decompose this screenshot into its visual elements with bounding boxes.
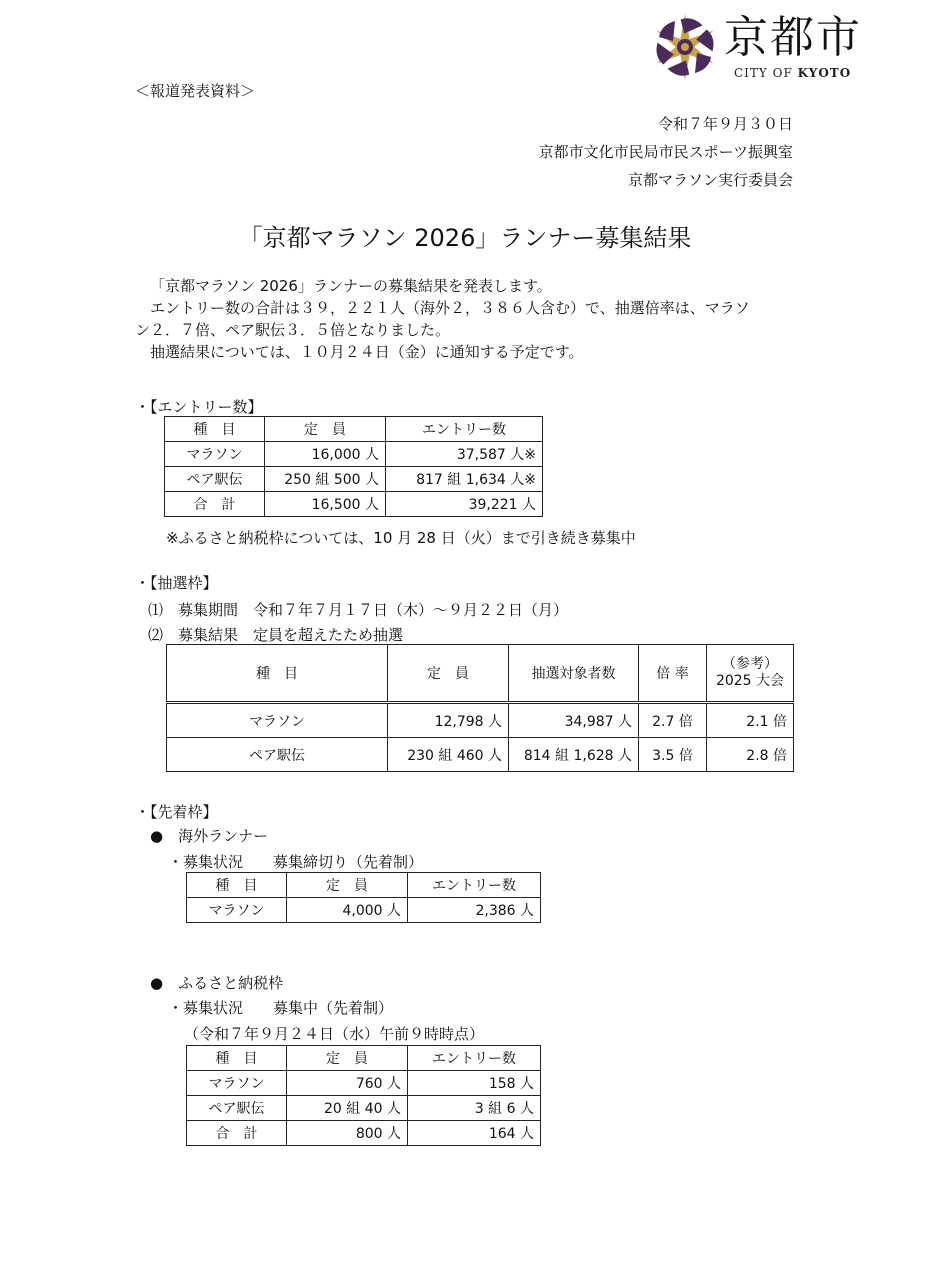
release-date: 令和７年９月３０日 — [657, 115, 793, 133]
table-row — [165, 492, 543, 517]
col-header: エントリー数 — [408, 1046, 541, 1071]
kyoto-emblem-icon — [652, 14, 718, 80]
table-cell: 760 人 — [287, 1071, 408, 1096]
table-cell: 合 計 — [187, 1121, 287, 1146]
col-header: 定 員 — [265, 417, 386, 442]
entry-heading: ・【エントリー数】 — [135, 398, 263, 416]
table-cell: マラソン — [167, 703, 388, 738]
intro-line-3: ン２．７倍、ペア駅伝３．５倍となりました。 — [135, 321, 451, 339]
table-cell: 817 組 1,634 人※ — [386, 467, 543, 492]
furusato-title: ● ふるさと納税枠 — [150, 974, 284, 992]
table-cell: マラソン — [187, 898, 287, 923]
col-header: エントリー数 — [386, 417, 543, 442]
lottery-table — [166, 644, 794, 772]
table-cell: 158 人 — [408, 1071, 541, 1096]
table-row — [187, 898, 541, 923]
table-cell: マラソン — [187, 1071, 287, 1096]
table-cell: 39,221 人 — [386, 492, 543, 517]
table-cell: 合 計 — [165, 492, 265, 517]
col-header: 種 目 — [187, 873, 287, 898]
table-cell: 16,000 人 — [265, 442, 386, 467]
table-row — [167, 703, 794, 738]
table-cell: マラソン — [165, 442, 265, 467]
lottery-result: ⑵ 募集結果 定員を超えたため抽選 — [148, 626, 404, 644]
logo-kanji: 京都市 — [724, 12, 862, 63]
logo-subtitle — [734, 66, 851, 80]
table-cell: 34,987 人 — [509, 703, 639, 738]
logo-sub-bold: KYOTO — [797, 66, 852, 80]
table-cell: ペア駅伝 — [165, 467, 265, 492]
table-cell: 4,000 人 — [287, 898, 408, 923]
entry-table — [164, 416, 543, 517]
ref-header-line-1: （参考） — [722, 656, 778, 672]
lottery-period: ⑴ 募集期間 令和７年７月１７日（木）～９月２２日（月） — [148, 601, 569, 619]
lottery-heading: ・【抽選枠】 — [135, 574, 218, 592]
table-cell: 12,798 人 — [388, 703, 509, 738]
table-cell: 37,587 人※ — [386, 442, 543, 467]
table-cell: 2.7 倍 — [639, 703, 707, 738]
intro-line-4: 抽選結果については、１０月２４日（金）に通知する予定です。 — [150, 343, 584, 361]
table-cell: 250 組 500 人 — [265, 467, 386, 492]
issuer-committee: 京都マラソン実行委員会 — [627, 171, 793, 189]
ref-header-line-2: 2025 大会 — [715, 673, 785, 689]
city-logo — [652, 12, 862, 84]
table-cell: ペア駅伝 — [187, 1096, 287, 1121]
col-header: 定 員 — [287, 1046, 408, 1071]
col-header: 定 員 — [388, 645, 509, 703]
table-row — [165, 442, 543, 467]
issuer-office: 京都市文化市民局市民スポーツ振興室 — [538, 143, 793, 161]
table-row — [187, 1096, 541, 1121]
table-cell: 2.8 倍 — [707, 738, 794, 772]
intro-line-1: 「京都マラソン 2026」ランナーの募集結果を発表します。 — [150, 277, 552, 295]
table-row — [167, 738, 794, 772]
col-header: 倍 率 — [639, 645, 707, 703]
table-row — [187, 1121, 541, 1146]
document-title: 「京都マラソン 2026」ランナー募集結果 — [238, 224, 692, 252]
table-row — [187, 1071, 541, 1096]
table-cell: 814 組 1,628 人 — [509, 738, 639, 772]
table-cell: 3.5 倍 — [639, 738, 707, 772]
col-header: 種 目 — [187, 1046, 287, 1071]
table-header-row — [187, 873, 541, 898]
table-cell: 164 人 — [408, 1121, 541, 1146]
table-header-row — [187, 1046, 541, 1071]
table-cell: 20 組 40 人 — [287, 1096, 408, 1121]
table-cell: 2.1 倍 — [707, 703, 794, 738]
col-header: 種 目 — [167, 645, 388, 703]
table-cell: 16,500 人 — [265, 492, 386, 517]
table-cell: 2,386 人 — [408, 898, 541, 923]
logo-sub-prefix: CITY OF — [734, 66, 798, 80]
col-header: 定 員 — [287, 873, 408, 898]
col-header-reference — [707, 645, 794, 703]
furusato-as-of: （令和７年９月２４日（水）午前９時時点） — [184, 1025, 485, 1043]
intro-line-2: エントリー数の合計は３９，２２１人（海外２，３８６人含む）で、抽選倍率は、マラソ — [150, 299, 750, 317]
overseas-table — [186, 872, 541, 923]
entry-note: ※ふるさと納税枠については、10 月 28 日（火）まで引き続き募集中 — [166, 529, 636, 547]
col-header: エントリー数 — [408, 873, 541, 898]
press-release-label: ＜報道発表資料＞ — [135, 82, 256, 100]
col-header: 抽選対象者数 — [509, 645, 639, 703]
col-header: 種 目 — [165, 417, 265, 442]
overseas-title: ● 海外ランナー — [150, 827, 269, 845]
table-cell: 800 人 — [287, 1121, 408, 1146]
table-header-row — [165, 417, 543, 442]
table-row — [165, 467, 543, 492]
intro-paragraph — [135, 275, 800, 363]
furusato-status: ・募集状況 募集中（先着制） — [168, 999, 394, 1017]
table-cell: 3 組 6 人 — [408, 1096, 541, 1121]
first-come-heading: ・【先着枠】 — [135, 803, 218, 821]
table-cell: ペア駅伝 — [167, 738, 388, 772]
furusato-table — [186, 1045, 541, 1146]
overseas-status: ・募集状況 募集締切り（先着制） — [168, 853, 424, 871]
table-header-row — [167, 645, 794, 703]
table-cell: 230 組 460 人 — [388, 738, 509, 772]
